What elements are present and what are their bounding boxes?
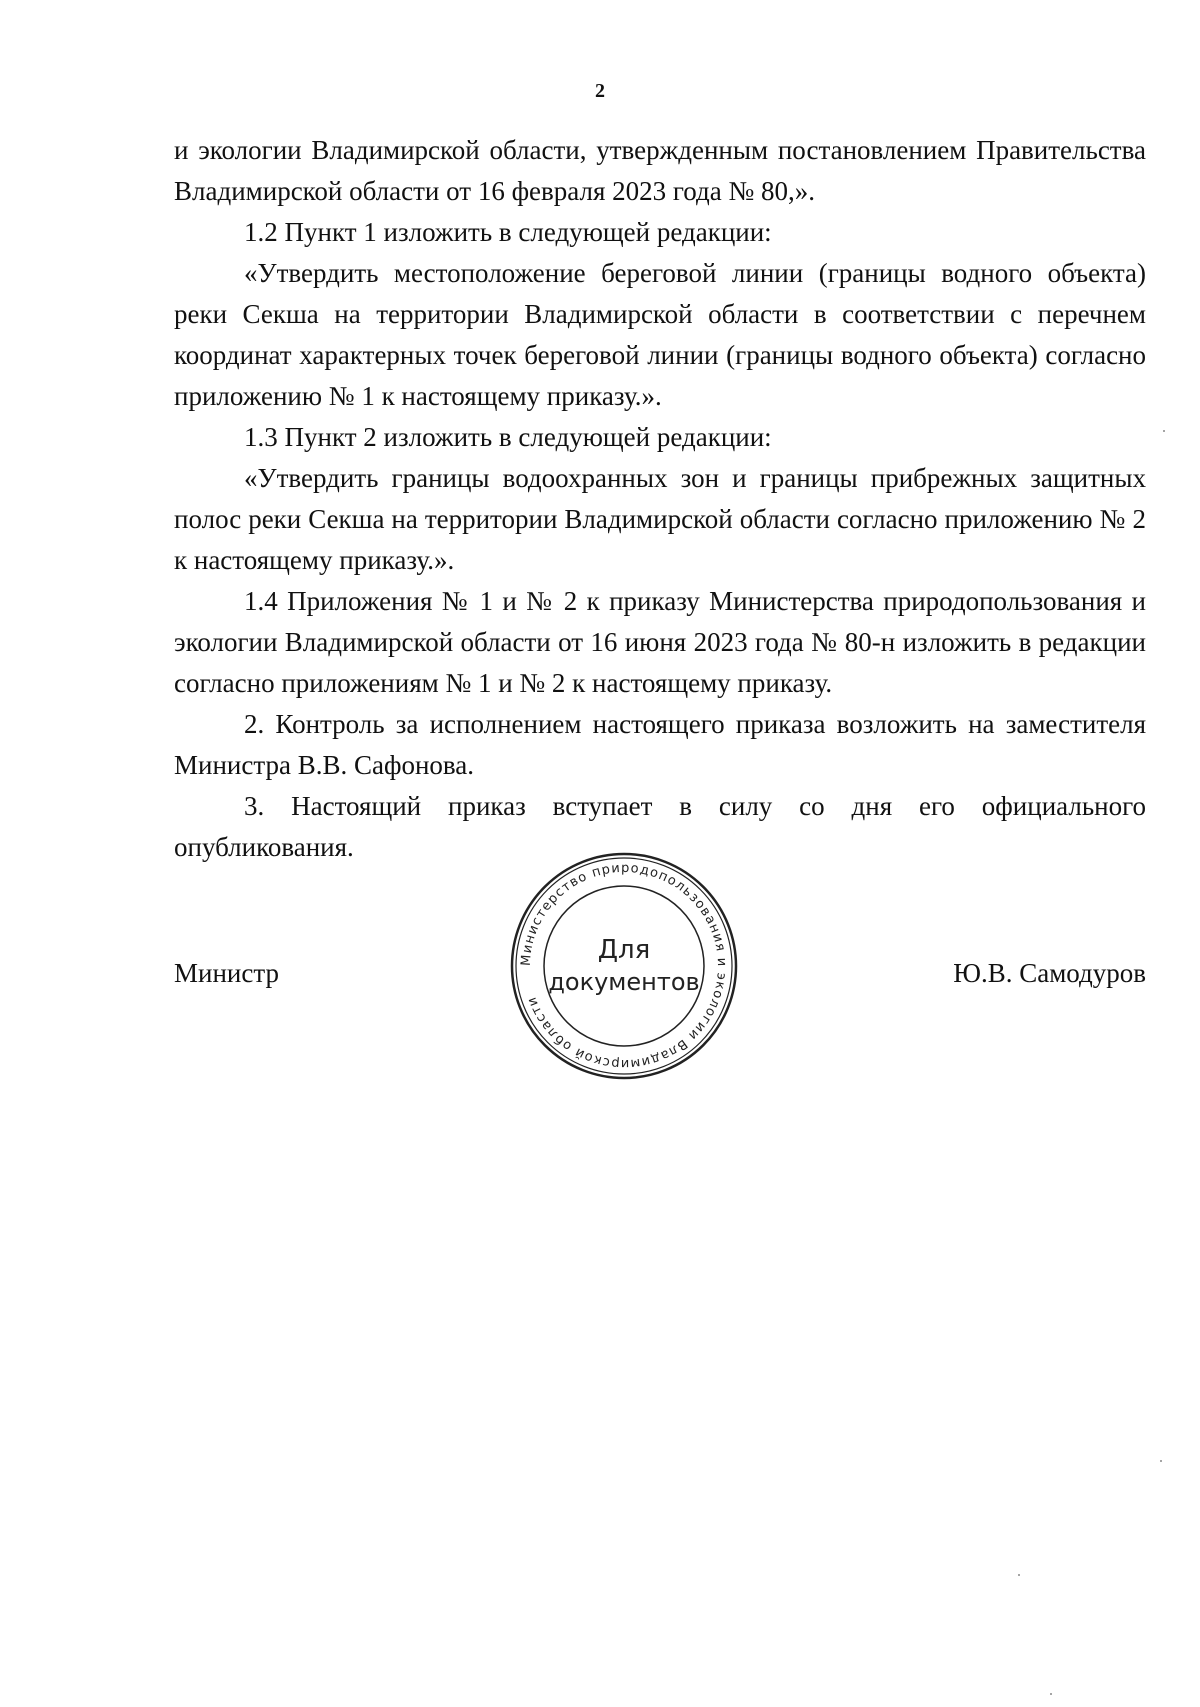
stamp-graphic xyxy=(508,850,740,1082)
stamp-center-line1: Для xyxy=(597,935,651,965)
stamp-ring-text: Министерство природопользования и экологии Владимирской области xyxy=(518,860,730,1072)
signature-title: Министр xyxy=(174,958,279,988)
stamp-center-line2: документов xyxy=(548,968,700,996)
paragraph-continuation: и экологии Владимирской области, утвержденным постановлением Правительства Владимирской области от 16 февраля 2023 года № 80,». xyxy=(174,135,1146,206)
stamp-outer-ring xyxy=(512,854,736,1078)
stamp-inner-ring xyxy=(544,886,704,1046)
paragraph-quote-1: «Утвердить местоположение береговой линии (границы водного объекта) реки Секша на территории Владимирской области в соответствии с перечнем координат характерных точек береговой линии (границы водного объекта) согласно приложению № 1 к настоящему приказу.». xyxy=(174,258,1146,411)
scan-speck xyxy=(1018,1574,1020,1576)
signature-name: Ю.В. Самодуров xyxy=(953,958,1146,988)
document-body xyxy=(174,130,1146,868)
stamp-outer-ring-inner xyxy=(516,858,732,1074)
scan-speck xyxy=(1050,1693,1052,1695)
scan-speck xyxy=(1163,430,1165,432)
official-stamp xyxy=(508,850,740,1082)
paragraph-item-1-2: 1.2 Пункт 1 изложить в следующей редакции: xyxy=(244,217,772,247)
paragraph-item-3: 3. Настоящий приказ вступает в силу со дня его официального опубликования. xyxy=(174,791,1146,862)
page-number: 2 xyxy=(595,80,605,102)
paragraph-item-2: 2. Контроль за исполнением настоящего приказа возложить на заместителя Министра В.В. Сафонова. xyxy=(174,709,1146,780)
scan-speck xyxy=(1160,1460,1162,1462)
paragraph-item-1-4: 1.4 Приложения № 1 и № 2 к приказу Министерства природопользования и экологии Владимирской области от 16 июня 2023 года № 80-н изложить в редакции согласно приложениям № 1 и № 2 к настоящему приказу. xyxy=(174,586,1146,698)
paragraph-item-1-3: 1.3 Пункт 2 изложить в следующей редакции: xyxy=(244,422,772,452)
paragraph-quote-2: «Утвердить границы водоохранных зон и границы прибрежных защитных полос реки Секша на территории Владимирской области согласно приложению № 2 к настоящему приказу.». xyxy=(174,463,1146,575)
